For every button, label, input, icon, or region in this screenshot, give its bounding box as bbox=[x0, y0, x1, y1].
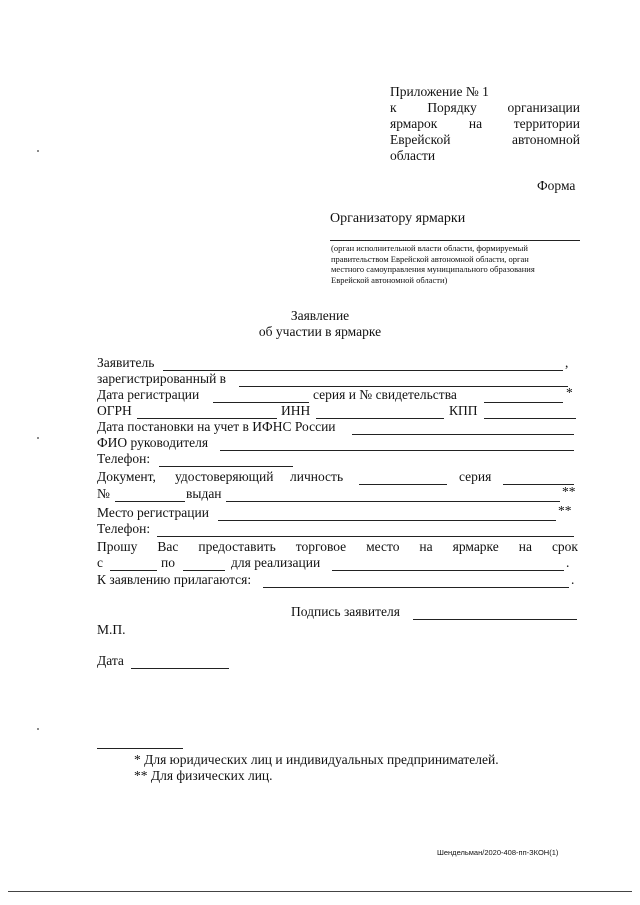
title-line1: Заявление bbox=[290, 308, 350, 323]
request-word: место bbox=[366, 539, 400, 554]
appendix-row3 bbox=[390, 116, 580, 132]
signature-field[interactable] bbox=[413, 619, 577, 620]
scan-mark bbox=[37, 150, 39, 152]
appendix-row2 bbox=[390, 100, 580, 116]
period: . bbox=[566, 555, 570, 570]
number-field[interactable] bbox=[115, 501, 185, 502]
kpp-field[interactable] bbox=[484, 418, 576, 419]
appendix-row4 bbox=[390, 132, 580, 148]
document-code: Шендельман/2020-408-пп-ЗКОН(1) bbox=[437, 848, 559, 857]
appendix-word: Порядку bbox=[427, 100, 477, 115]
number-label: № bbox=[97, 486, 110, 501]
attached-label: К заявлению прилагаются: bbox=[97, 572, 252, 587]
appendix-row5: области bbox=[390, 148, 436, 163]
scan-mark bbox=[37, 437, 39, 439]
cert-field[interactable] bbox=[484, 402, 563, 403]
footnote-separator bbox=[97, 748, 183, 749]
cert-label: серия и № свидетельства bbox=[313, 387, 457, 402]
note-line: правительством Еврейской автономной области, орган bbox=[331, 253, 529, 264]
doc-word: Документ, bbox=[97, 469, 156, 484]
note-line: местного самоуправления муниципального образования bbox=[331, 264, 535, 274]
appendix-line1: Приложение № 1 bbox=[390, 84, 489, 99]
scan-mark bbox=[37, 728, 39, 730]
appendix-word: к bbox=[390, 100, 397, 115]
ogrn-label: ОГРН bbox=[97, 403, 132, 418]
appendix-word: на bbox=[468, 116, 483, 131]
request-text bbox=[97, 539, 578, 555]
signature-label: Подпись заявителя bbox=[291, 604, 400, 619]
series-label: серия bbox=[459, 469, 492, 484]
to-field[interactable] bbox=[183, 570, 225, 571]
request-word: ярмарке bbox=[452, 539, 499, 554]
double-star-mark: ** bbox=[558, 503, 572, 518]
reg-place-label: Место регистрации bbox=[97, 505, 209, 520]
period: . bbox=[571, 572, 575, 587]
phone1-field[interactable] bbox=[159, 466, 293, 467]
note-line: (орган исполнительной власти области, формируемый bbox=[331, 243, 528, 253]
note-line: Еврейской автономной области) bbox=[331, 274, 448, 285]
reg-place-field[interactable] bbox=[218, 520, 556, 521]
footnote-1: * Для юридических лиц и индивидуальных предпринимателей. bbox=[134, 752, 499, 767]
phone1-label: Телефон: bbox=[97, 451, 151, 466]
appendix-word: территории bbox=[513, 116, 580, 131]
appendix-word: ярмарок bbox=[390, 116, 438, 131]
request-word: Прошу bbox=[97, 539, 138, 554]
request-word: предоставить bbox=[198, 539, 276, 554]
for-sale-field[interactable] bbox=[332, 570, 564, 571]
from-label: с bbox=[97, 555, 103, 570]
date-label: Дата bbox=[97, 653, 124, 668]
doc-word: личность bbox=[290, 469, 344, 484]
date-field[interactable] bbox=[131, 668, 229, 669]
phone2-field[interactable] bbox=[157, 536, 574, 537]
page-bottom-border bbox=[8, 891, 632, 892]
phone2-label: Телефон: bbox=[97, 521, 151, 536]
footnote-2: ** Для физических лиц. bbox=[134, 768, 273, 783]
request-word: срок bbox=[551, 539, 578, 554]
appendix-word: организации bbox=[507, 100, 580, 115]
addressee-line[interactable] bbox=[330, 240, 580, 241]
issued-field[interactable] bbox=[226, 501, 560, 502]
addressee-note bbox=[331, 243, 535, 285]
comma: , bbox=[565, 355, 569, 370]
applicant-label: Заявитель bbox=[97, 355, 155, 370]
request-word: Вас bbox=[157, 539, 179, 554]
registered-label: зарегистрированный в bbox=[97, 371, 227, 386]
director-field[interactable] bbox=[220, 450, 574, 451]
request-word: торговое bbox=[295, 539, 347, 554]
request-word: на bbox=[419, 539, 433, 554]
stamp-label: М.П. bbox=[97, 622, 126, 637]
tax-date-label: Дата постановки на учет в ИФНС России bbox=[97, 419, 336, 434]
to-label: по bbox=[161, 555, 175, 570]
doc-word: удостоверяющий bbox=[175, 469, 274, 484]
request-word: на bbox=[518, 539, 532, 554]
from-field[interactable] bbox=[110, 570, 157, 571]
kpp-label: КПП bbox=[449, 403, 478, 418]
form-label: Форма bbox=[537, 178, 576, 193]
appendix-word: Еврейской bbox=[390, 132, 451, 147]
issued-label: выдан bbox=[186, 486, 222, 501]
double-star-mark: ** bbox=[562, 484, 576, 499]
director-label: ФИО руководителя bbox=[97, 435, 209, 450]
appendix-header bbox=[390, 84, 580, 164]
for-sale-label: для реализации bbox=[231, 555, 321, 570]
inn-label: ИНН bbox=[281, 403, 311, 418]
tax-date-field[interactable] bbox=[352, 434, 574, 435]
doc-field[interactable] bbox=[359, 484, 447, 485]
reg-date-label: Дата регистрации bbox=[97, 387, 200, 402]
title-line2: об участии в ярмарке bbox=[258, 324, 382, 339]
attached-field[interactable] bbox=[263, 587, 569, 588]
star-mark: * bbox=[566, 385, 573, 400]
appendix-word: автономной bbox=[512, 132, 580, 147]
addressee: Организатору ярмарки bbox=[330, 211, 466, 226]
